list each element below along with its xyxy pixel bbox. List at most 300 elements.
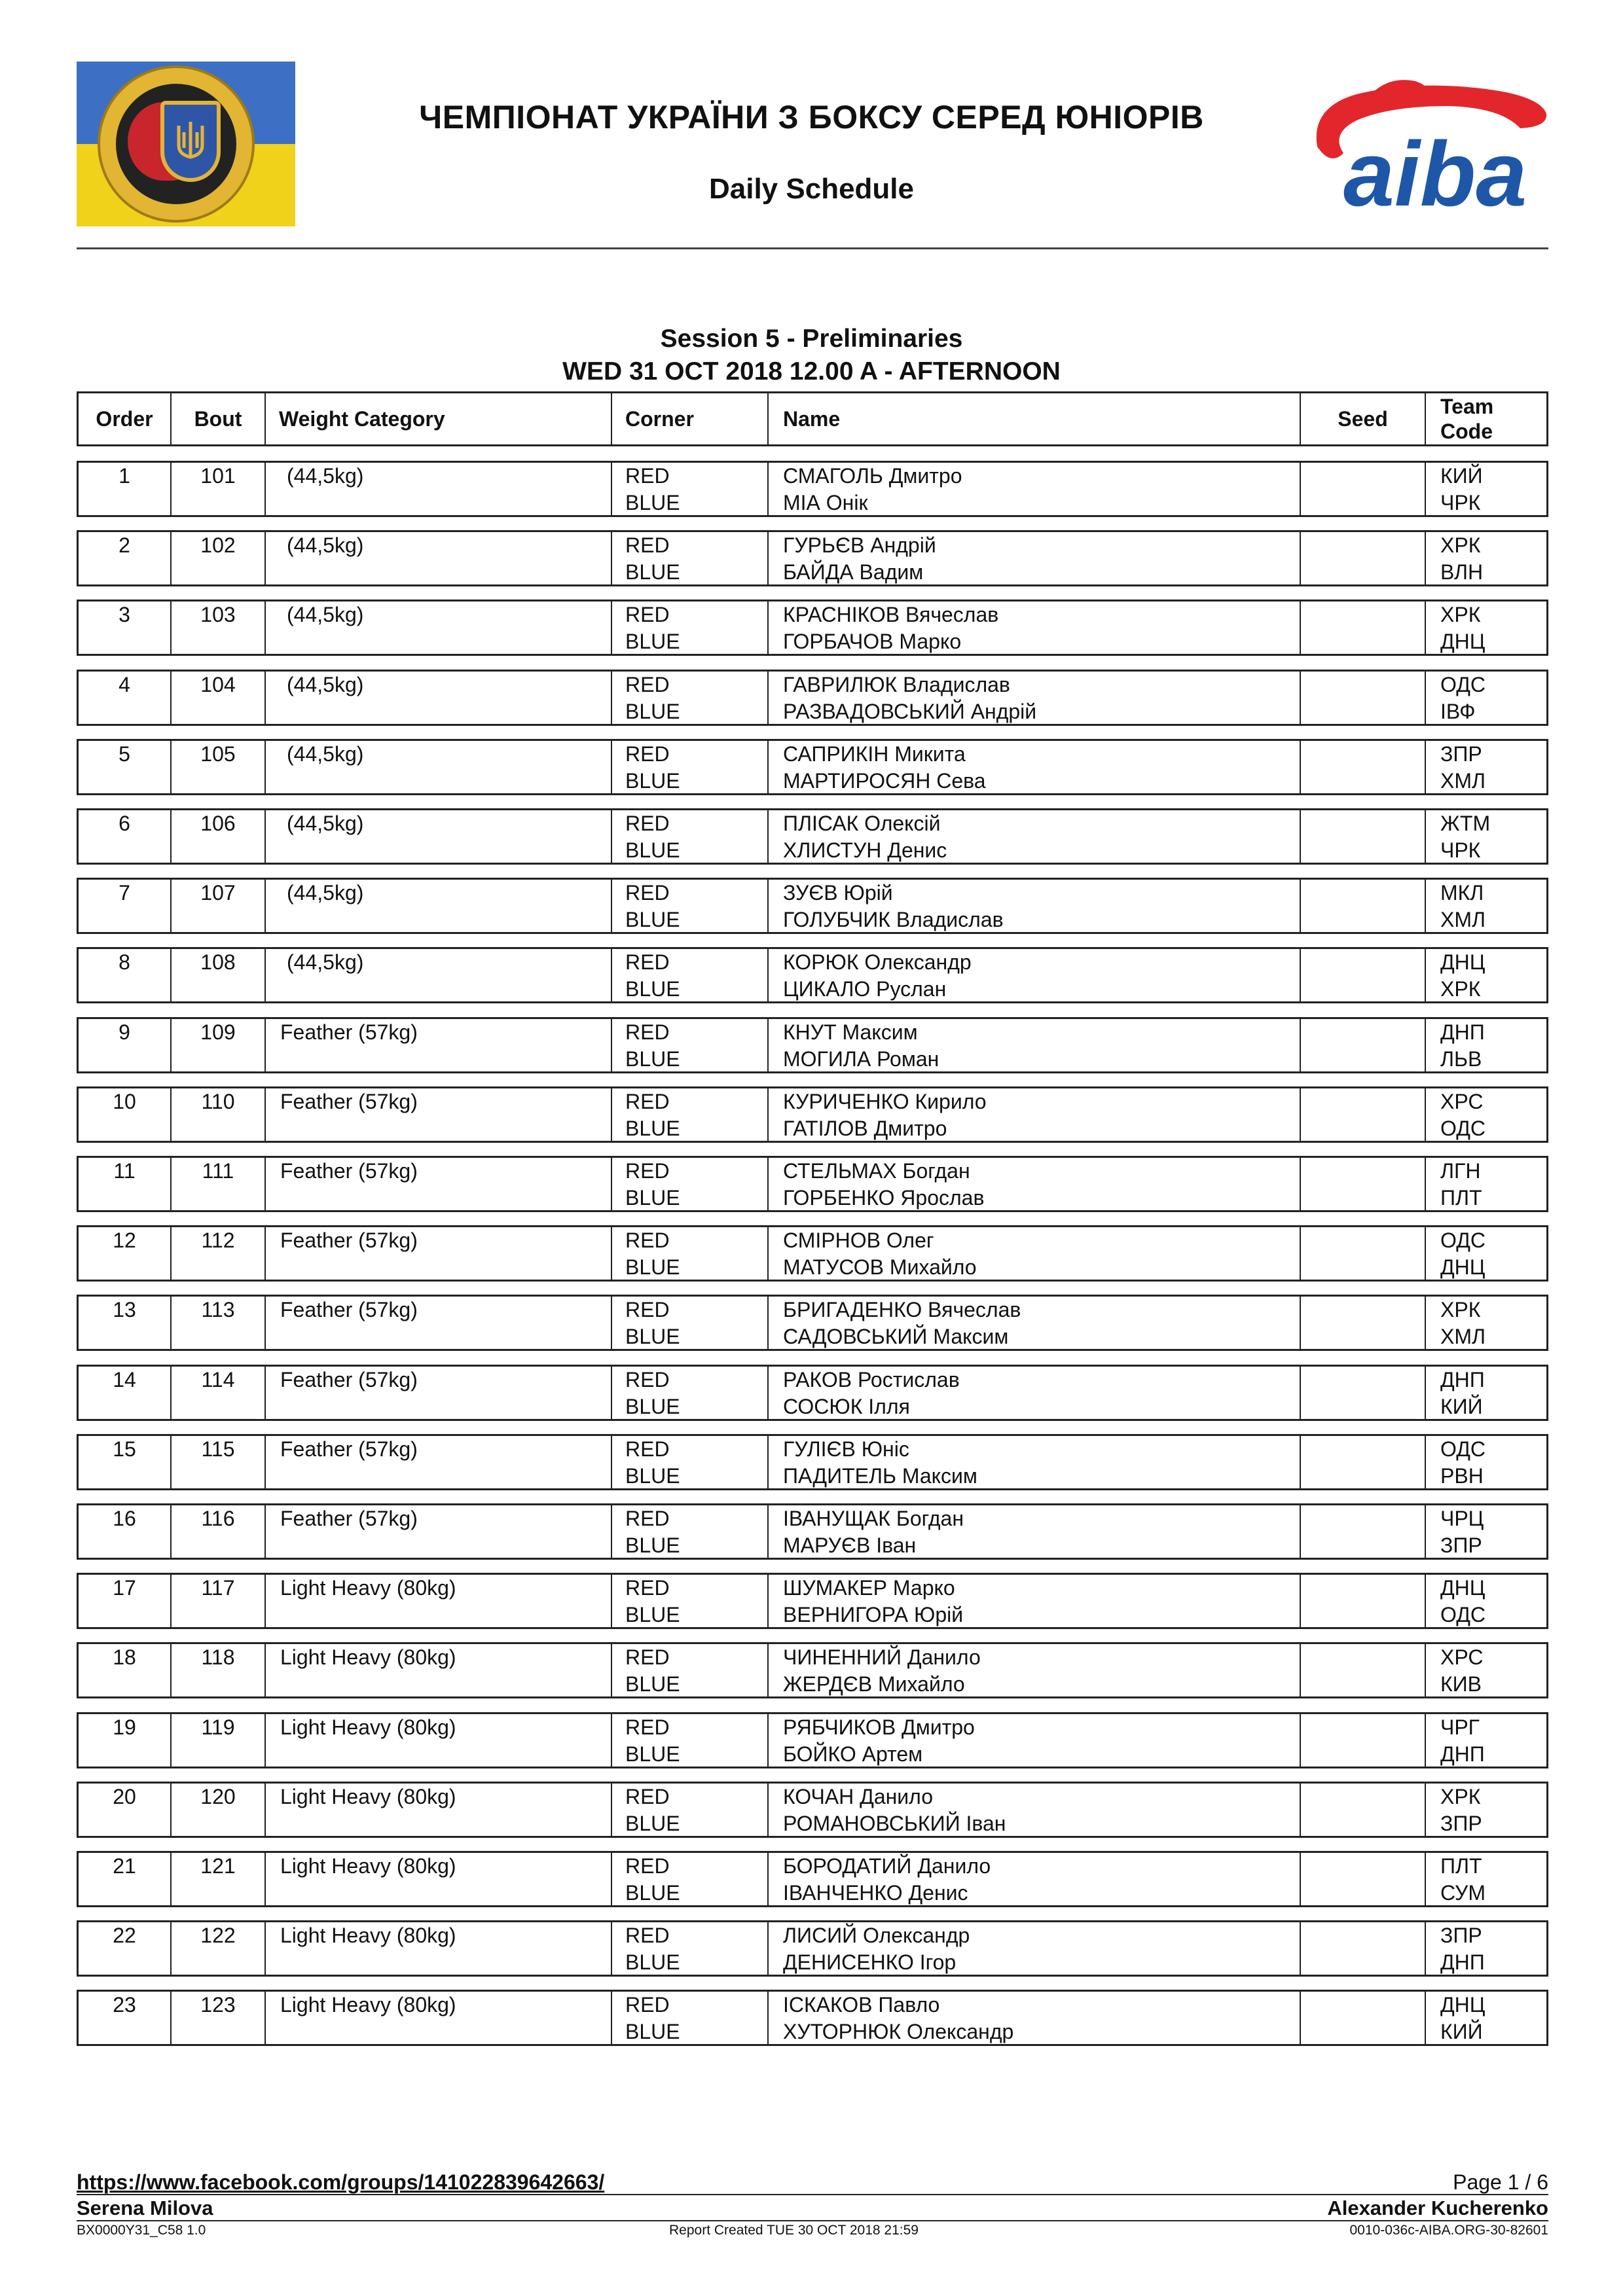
cell-weight-category: (44,5kg)	[264, 949, 611, 1001]
boxer-blue: ХУТОРНЮК Олександр	[783, 2020, 1014, 2043]
team-red: МКЛ	[1440, 881, 1484, 905]
cell-weight-category: Feather (57kg)	[264, 1019, 611, 1071]
corner-red: RED	[625, 1298, 670, 1321]
cell-team-code	[1425, 1922, 1546, 1975]
boxer-red: ЛИСИЙ Олександр	[783, 1924, 970, 1947]
corner-red: RED	[625, 1924, 670, 1947]
corner-red: RED	[625, 1159, 670, 1183]
cell-order: 15	[113, 1437, 136, 1461]
cell-corner	[611, 463, 767, 515]
cell-order: 17	[113, 1576, 136, 1600]
header-corner: Corner	[611, 393, 767, 444]
cell-bout: 116	[170, 1505, 264, 1558]
team-red: ХРС	[1440, 1645, 1484, 1669]
team-red: ХРС	[1440, 1090, 1484, 1113]
facebook-group-link[interactable]: https://www.facebook.com/groups/141022839642663/	[77, 2170, 605, 2194]
header-divider	[77, 247, 1548, 249]
corner-blue: BLUE	[625, 1464, 680, 1488]
corner-blue: BLUE	[625, 1186, 680, 1210]
corner-blue: BLUE	[625, 908, 680, 931]
corner-blue: BLUE	[625, 1255, 680, 1279]
cell-team-code	[1425, 1158, 1546, 1210]
team-blue: ХМЛ	[1440, 1325, 1486, 1348]
cell-seed	[1300, 1158, 1425, 1210]
corner-red: RED	[625, 673, 670, 696]
corner-red: RED	[625, 1785, 670, 1808]
session-title: Session 5 - Preliminaries	[660, 325, 963, 353]
corner-blue: BLUE	[625, 1672, 680, 1696]
team-blue: ДНП	[1440, 1742, 1485, 1766]
boxer-red: БРИГАДЕНКО Вячеслав	[783, 1298, 1021, 1321]
team-blue: ДНП	[1440, 1950, 1485, 1974]
reference-code: 0010-036c-AIBA.ORG-30-82601	[1349, 2223, 1548, 2238]
cell-corner	[611, 1505, 767, 1558]
boxer-red: ГАВРИЛЮК Владислав	[783, 673, 1010, 696]
cell-order: 13	[113, 1298, 136, 1321]
table-row	[77, 600, 1548, 656]
cell-seed	[1300, 601, 1425, 654]
cell-team-code	[1425, 1227, 1546, 1280]
cell-name	[767, 741, 1300, 793]
cell-weight-category: Feather (57kg)	[264, 1227, 611, 1280]
cell-bout: 108	[170, 949, 264, 1001]
corner-blue: BLUE	[625, 630, 680, 653]
cell-corner	[611, 741, 767, 793]
boxer-blue: РАЗВАДОВСЬКИЙ Андрій	[783, 700, 1037, 723]
cell-order: 20	[113, 1785, 136, 1808]
team-blue: ЗПР	[1440, 1812, 1482, 1835]
header-weight-category: Weight Category	[264, 393, 611, 444]
boxer-red: ШУМАКЕР Марко	[783, 1576, 955, 1600]
boxer-blue: ЦИКАЛО Руслан	[783, 977, 947, 1001]
cell-bout: 123	[170, 1992, 264, 2044]
cell-team-code	[1425, 463, 1546, 515]
corner-blue: BLUE	[625, 1325, 680, 1348]
cell-bout: 122	[170, 1922, 264, 1975]
cell-name	[767, 1784, 1300, 1836]
cell-bout: 107	[170, 880, 264, 932]
cell-corner	[611, 1227, 767, 1280]
header-bout: Bout	[170, 393, 264, 444]
boxer-blue: МОГИЛА Роман	[783, 1047, 939, 1071]
table-row	[77, 1712, 1548, 1768]
cell-order: 10	[113, 1090, 136, 1113]
cell-name	[767, 1714, 1300, 1767]
team-blue: ДНЦ	[1440, 1255, 1486, 1279]
cell-team-code	[1425, 1853, 1546, 1905]
cell-corner	[611, 1297, 767, 1349]
cell-order: 16	[113, 1507, 136, 1530]
team-red: ЗПР	[1440, 1924, 1482, 1947]
cell-order: 4	[119, 673, 130, 696]
corner-red: RED	[625, 950, 670, 974]
cell-corner	[611, 1367, 767, 1419]
table-row	[77, 878, 1548, 934]
cell-corner	[611, 1922, 767, 1975]
cell-team-code	[1425, 1019, 1546, 1071]
cell-name	[767, 463, 1300, 515]
cell-name	[767, 1644, 1300, 1696]
session-datetime: WED 31 OCT 2018 12.00 A - AFTERNOON	[562, 357, 1061, 386]
boxer-blue: ГОРБАЧОВ Марко	[783, 630, 962, 653]
boxer-red: КОЧАН Данило	[783, 1785, 933, 1808]
cell-bout: 119	[170, 1714, 264, 1767]
cell-team-code	[1425, 601, 1546, 654]
cell-team-code	[1425, 1088, 1546, 1141]
cell-order: 18	[113, 1645, 136, 1669]
cell-weight-category: Feather (57kg)	[264, 1297, 611, 1349]
cell-weight-category: Light Heavy (80kg)	[264, 1992, 611, 2044]
cell-name	[767, 949, 1300, 1001]
cell-weight-category: Light Heavy (80kg)	[264, 1853, 611, 1905]
footer-divider	[77, 2194, 1548, 2195]
doc-code: BX0000Y31_C58 1.0	[77, 2223, 206, 2238]
team-blue: КИВ	[1440, 1672, 1482, 1696]
team-red: ХРК	[1440, 1785, 1481, 1808]
cell-corner	[611, 1784, 767, 1836]
team-blue: СУМ	[1440, 1881, 1486, 1905]
team-blue: ІВФ	[1440, 700, 1476, 723]
team-blue: ДНЦ	[1440, 630, 1486, 653]
cell-order: 12	[113, 1229, 136, 1252]
cell-name	[767, 1575, 1300, 1627]
boxer-blue: ПАДИТЕЛЬ Максим	[783, 1464, 977, 1488]
boxer-blue: ГОЛУБЧИК Владислав	[783, 908, 1004, 931]
cell-team-code	[1425, 1644, 1546, 1696]
cell-name	[767, 1436, 1300, 1488]
table-row	[77, 1156, 1548, 1212]
aiba-wordmark: aiba	[1343, 122, 1527, 219]
cell-weight-category: Light Heavy (80kg)	[264, 1714, 611, 1767]
cell-seed	[1300, 1992, 1425, 2044]
team-blue: ХМЛ	[1440, 769, 1486, 793]
boxer-blue: ХЛИСТУН Денис	[783, 838, 947, 862]
cell-seed	[1300, 1227, 1425, 1280]
cell-seed	[1300, 1367, 1425, 1419]
table-row	[77, 1295, 1548, 1351]
team-blue: ОДС	[1440, 1603, 1486, 1626]
cell-bout: 111	[170, 1158, 264, 1210]
boxer-blue: МІА Онік	[783, 491, 868, 514]
cell-corner	[611, 949, 767, 1001]
table-row	[77, 1017, 1548, 1073]
corner-red: RED	[625, 742, 670, 766]
cell-team-code	[1425, 1784, 1546, 1836]
boxer-red: БОРОДАТИЙ Данило	[783, 1854, 991, 1878]
boxer-red: СТЕЛЬМАХ Богдан	[783, 1159, 970, 1183]
cell-seed	[1300, 1853, 1425, 1905]
cell-team-code	[1425, 1436, 1546, 1488]
cell-bout: 103	[170, 601, 264, 654]
corner-red: RED	[625, 812, 670, 835]
table-row	[77, 1573, 1548, 1629]
cell-corner	[611, 880, 767, 932]
boxer-blue: ІВАНЧЕНКО Денис	[783, 1881, 968, 1905]
header-name: Name	[767, 393, 1300, 444]
page-number: Page 1 / 6	[1453, 2170, 1548, 2194]
boxer-blue: МАРУЄВ Іван	[783, 1534, 917, 1557]
cell-seed	[1300, 1505, 1425, 1558]
cell-corner	[611, 1575, 767, 1627]
team-blue: ОДС	[1440, 1117, 1486, 1140]
boxer-red: ЧИНЕННИЙ Данило	[783, 1645, 981, 1669]
team-red: КИЙ	[1440, 464, 1483, 488]
cell-order: 3	[119, 603, 130, 626]
header-team-line2: Code	[1440, 420, 1493, 443]
cell-seed	[1300, 1019, 1425, 1071]
team-blue: ПЛТ	[1440, 1186, 1482, 1210]
cell-seed	[1300, 949, 1425, 1001]
cell-seed	[1300, 880, 1425, 932]
table-row	[77, 947, 1548, 1003]
corner-red: RED	[625, 464, 670, 488]
boxer-red: ГУЛІЄВ Юніс	[783, 1437, 909, 1461]
boxer-blue: САДОВСЬКИЙ Максим	[783, 1325, 1009, 1348]
cell-bout: 113	[170, 1297, 264, 1349]
corner-blue: BLUE	[625, 1950, 680, 1974]
boxer-red: РАКОВ Ростислав	[783, 1368, 960, 1391]
boxer-red: ЗУЄВ Юрій	[783, 881, 893, 905]
team-blue: КИЙ	[1440, 1395, 1483, 1418]
cell-name	[767, 1158, 1300, 1210]
cell-order: 11	[113, 1159, 136, 1183]
corner-blue: BLUE	[625, 1742, 680, 1766]
corner-blue: BLUE	[625, 1395, 680, 1418]
boxer-red: ІВАНУЩАК Богдан	[783, 1507, 964, 1530]
corner-red: RED	[625, 1229, 670, 1252]
cell-corner	[611, 532, 767, 584]
footer-divider-2	[77, 2220, 1548, 2221]
corner-red: RED	[625, 1645, 670, 1669]
cell-seed	[1300, 463, 1425, 515]
table-row	[77, 530, 1548, 586]
cell-name	[767, 1505, 1300, 1558]
team-red: ДНЦ	[1440, 1993, 1486, 2017]
cell-name	[767, 810, 1300, 863]
cell-bout: 117	[170, 1575, 264, 1627]
corner-red: RED	[625, 1368, 670, 1391]
team-red: ЗПР	[1440, 742, 1482, 766]
cell-corner	[611, 672, 767, 724]
boxer-red: СМАГОЛЬ Дмитро	[783, 464, 962, 488]
table-header	[77, 391, 1548, 446]
corner-blue: BLUE	[625, 700, 680, 723]
cell-team-code	[1425, 1367, 1546, 1419]
table-row	[77, 461, 1548, 517]
cell-name	[767, 1227, 1300, 1280]
page-subtitle: Daily Schedule	[708, 173, 914, 205]
team-red: ДНЦ	[1440, 950, 1486, 974]
team-blue: ХРК	[1440, 977, 1481, 1001]
cell-seed	[1300, 1436, 1425, 1488]
cell-seed	[1300, 1644, 1425, 1696]
cell-seed	[1300, 1575, 1425, 1627]
cell-seed	[1300, 1297, 1425, 1349]
boxer-red: КУРИЧЕНКО Кирило	[783, 1090, 987, 1113]
table-row	[77, 1851, 1548, 1907]
cell-name	[767, 1367, 1300, 1419]
table-row	[77, 1503, 1548, 1560]
cell-team-code	[1425, 810, 1546, 863]
corner-blue: BLUE	[625, 1117, 680, 1140]
team-blue: РВН	[1440, 1464, 1484, 1488]
table-row	[77, 1920, 1548, 1977]
cell-seed	[1300, 1088, 1425, 1141]
team-blue: ЧРК	[1440, 491, 1481, 514]
cell-team-code	[1425, 1297, 1546, 1349]
team-red: ЧРГ	[1440, 1715, 1480, 1739]
table-row	[77, 1225, 1548, 1282]
team-blue: КИЙ	[1440, 2020, 1483, 2043]
corner-blue: BLUE	[625, 1812, 680, 1835]
cell-weight-category: Feather (57kg)	[264, 1436, 611, 1488]
cell-seed	[1300, 532, 1425, 584]
corner-blue: BLUE	[625, 491, 680, 514]
corner-red: RED	[625, 1437, 670, 1461]
cell-name	[767, 1922, 1300, 1975]
cell-bout: 115	[170, 1436, 264, 1488]
cell-seed	[1300, 1922, 1425, 1975]
boxer-red: САПРИКІН Микита	[783, 742, 966, 766]
cell-order: 2	[119, 533, 130, 557]
team-red: ЖТМ	[1440, 812, 1491, 835]
boxer-blue: ДЕНИСЕНКО Ігор	[783, 1950, 957, 1974]
corner-red: RED	[625, 1020, 670, 1044]
cell-name	[767, 1297, 1300, 1349]
cell-weight-category: (44,5kg)	[264, 463, 611, 515]
cell-order: 8	[119, 950, 130, 974]
team-blue: ЗПР	[1440, 1534, 1482, 1557]
cell-order: 5	[119, 742, 130, 766]
table-row	[77, 670, 1548, 726]
cell-weight-category: Feather (57kg)	[264, 1367, 611, 1419]
boxer-blue: РОМАНОВСЬКИЙ Іван	[783, 1812, 1006, 1835]
cell-order: 21	[113, 1854, 136, 1878]
table-row	[77, 1990, 1548, 2046]
cell-bout: 112	[170, 1227, 264, 1280]
team-red: ДНП	[1440, 1368, 1485, 1391]
cell-name	[767, 1992, 1300, 2044]
boxer-blue: БОЙКО Артем	[783, 1742, 923, 1766]
team-red: ХРК	[1440, 603, 1481, 626]
boxer-blue: МАРТИРОСЯН Сева	[783, 769, 986, 793]
team-red: ХРК	[1440, 1298, 1481, 1321]
cell-corner	[611, 601, 767, 654]
team-red: ДНЦ	[1440, 1576, 1486, 1600]
cell-order: 23	[113, 1993, 136, 2017]
cell-bout: 114	[170, 1367, 264, 1419]
table-row	[77, 739, 1548, 795]
team-blue: ЛЬВ	[1440, 1047, 1482, 1071]
cell-order: 22	[113, 1924, 136, 1947]
corner-blue: BLUE	[625, 560, 680, 584]
cell-team-code	[1425, 1505, 1546, 1558]
corner-red: RED	[625, 1993, 670, 2017]
corner-blue: BLUE	[625, 1047, 680, 1071]
team-red: ДНП	[1440, 1020, 1485, 1044]
cell-weight-category: Light Heavy (80kg)	[264, 1575, 611, 1627]
corner-red: RED	[625, 1576, 670, 1600]
cell-weight-category: (44,5kg)	[264, 601, 611, 654]
cell-seed	[1300, 741, 1425, 793]
boxer-red: КРАСНІКОВ Вячеслав	[783, 603, 999, 626]
cell-name	[767, 1019, 1300, 1071]
corner-red: RED	[625, 1090, 670, 1113]
cell-name	[767, 532, 1300, 584]
cell-corner	[611, 1714, 767, 1767]
cell-name	[767, 1088, 1300, 1141]
cell-team-code	[1425, 672, 1546, 724]
boxer-red: КОРЮК Олександр	[783, 950, 972, 974]
report-created: Report Created TUE 30 OCT 2018 21:59	[669, 2223, 919, 2238]
cell-corner	[611, 1088, 767, 1141]
team-red: ХРК	[1440, 533, 1481, 557]
cell-order: 19	[113, 1715, 136, 1739]
cell-weight-category: (44,5kg)	[264, 532, 611, 584]
boxer-blue: ГАТІЛОВ Дмитро	[783, 1117, 947, 1140]
team-red: ОДС	[1440, 1229, 1486, 1252]
corner-red: RED	[625, 1854, 670, 1878]
corner-blue: BLUE	[625, 838, 680, 862]
cell-team-code	[1425, 1714, 1546, 1767]
cell-order: 14	[113, 1368, 136, 1391]
cell-bout: 110	[170, 1088, 264, 1141]
cell-corner	[611, 1644, 767, 1696]
boxer-red: ІСКАКОВ Павло	[783, 1993, 940, 2017]
team-blue: ЧРК	[1440, 838, 1481, 862]
boxer-red: КНУТ Максим	[783, 1020, 918, 1044]
cell-bout: 106	[170, 810, 264, 863]
corner-red: RED	[625, 533, 670, 557]
aiba-logo	[1304, 68, 1553, 219]
cell-weight-category: Light Heavy (80kg)	[264, 1922, 611, 1975]
cell-team-code	[1425, 949, 1546, 1001]
cell-bout: 118	[170, 1644, 264, 1696]
corner-blue: BLUE	[625, 2020, 680, 2043]
corner-blue: BLUE	[625, 977, 680, 1001]
corner-red: RED	[625, 1507, 670, 1530]
team-blue: ВЛН	[1440, 560, 1484, 584]
cell-name	[767, 1853, 1300, 1905]
corner-red: RED	[625, 603, 670, 626]
boxer-blue: МАТУСОВ Михайло	[783, 1255, 977, 1279]
cell-order: 6	[119, 812, 130, 835]
cell-order: 7	[119, 881, 130, 905]
cell-team-code	[1425, 1575, 1546, 1627]
cell-weight-category: (44,5kg)	[264, 741, 611, 793]
boxer-red: ПЛІСАК Олексій	[783, 812, 941, 835]
corner-blue: BLUE	[625, 1534, 680, 1557]
cell-corner	[611, 1158, 767, 1210]
cell-seed	[1300, 672, 1425, 724]
cell-order: 9	[119, 1020, 130, 1044]
boxer-red: ГУРЬЄВ Андрій	[783, 533, 936, 557]
cell-order: 1	[119, 464, 130, 488]
cell-team-code	[1425, 741, 1546, 793]
cell-weight-category: Feather (57kg)	[264, 1505, 611, 1558]
table-row	[77, 1086, 1548, 1143]
cell-bout: 102	[170, 532, 264, 584]
cell-weight-category: Feather (57kg)	[264, 1088, 611, 1141]
corner-blue: BLUE	[625, 1603, 680, 1626]
cell-bout: 121	[170, 1853, 264, 1905]
header-team-line1: Team	[1440, 395, 1494, 418]
boxer-blue: ЖЕРДЄВ Михайло	[783, 1672, 965, 1696]
table-row	[77, 1365, 1548, 1421]
cell-weight-category: Light Heavy (80kg)	[264, 1644, 611, 1696]
table-row	[77, 1782, 1548, 1838]
header-order: Order	[96, 406, 153, 431]
